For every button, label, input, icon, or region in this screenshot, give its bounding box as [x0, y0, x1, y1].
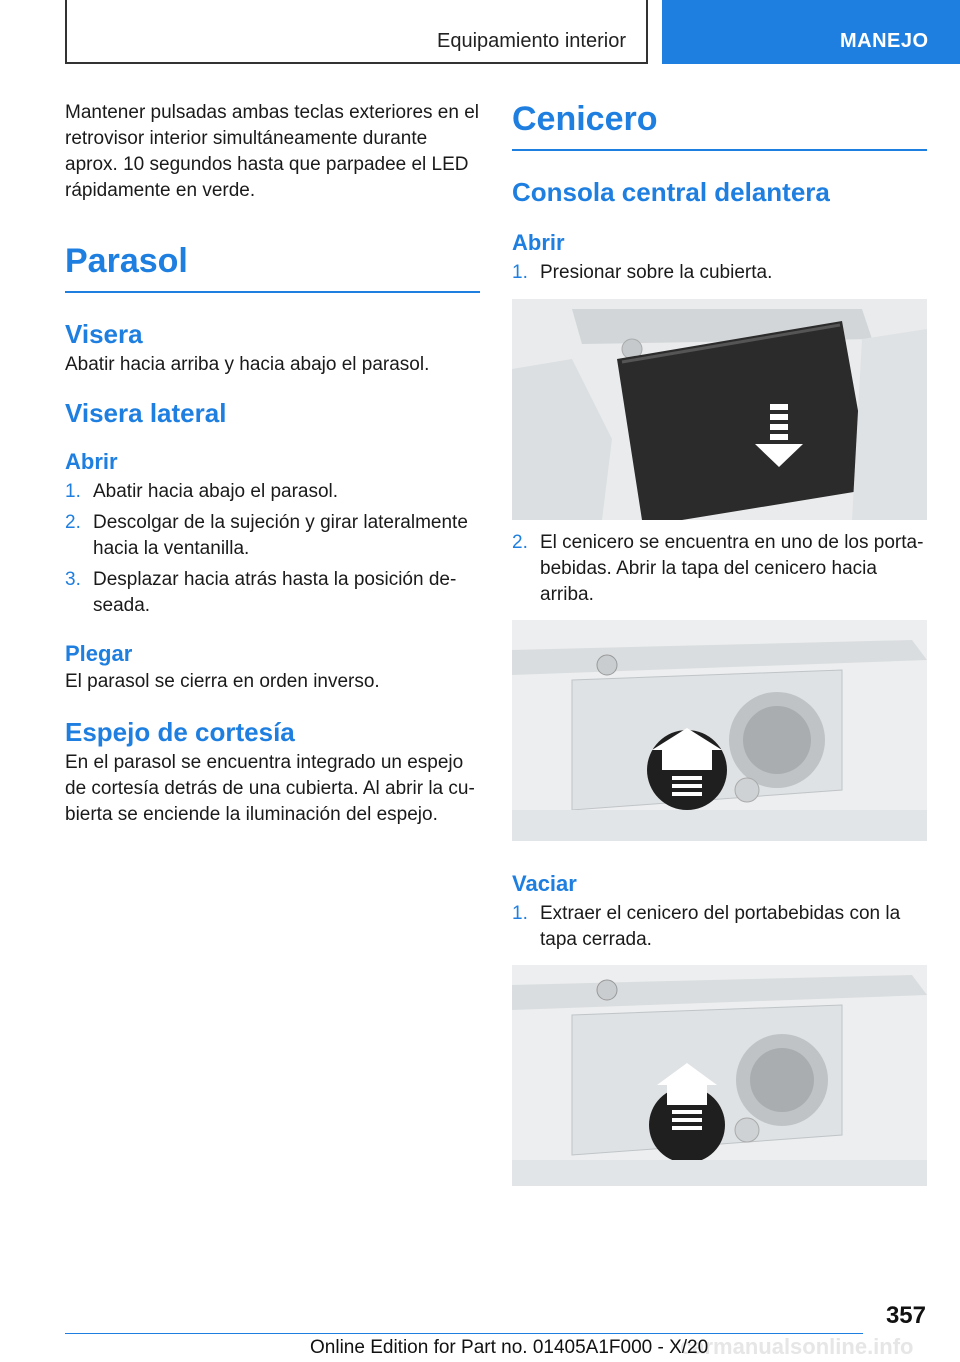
left-column — [65, 100, 480, 828]
ashtray-remove-illustration — [512, 965, 927, 1186]
list-item — [65, 510, 480, 562]
header-section-title: Equipamiento interior — [437, 30, 626, 52]
espejo-heading: Espejo de cortesía — [65, 717, 295, 747]
abrir-heading-right: Abrir — [512, 230, 565, 255]
step-number: 3. — [65, 569, 81, 590]
header-chapter-label: MANEJO — [840, 30, 929, 52]
visera-text: Abatir hacia arriba y hacia abajo el parasol. — [65, 354, 430, 375]
list-item — [512, 901, 927, 953]
step-text: Abatir hacia abajo el parasol. — [93, 481, 339, 502]
step-text: El cenicero se encuentra en uno de los porta-bebidas. Abrir la tapa del cenicero hacia arriba. — [540, 532, 924, 605]
abrir-heading-left: Abrir — [65, 449, 118, 474]
step-number: 1. — [65, 481, 81, 502]
right-column — [512, 100, 927, 1186]
page-number: 357 — [885, 1302, 926, 1329]
vaciar-heading: Vaciar — [512, 871, 577, 896]
intro-paragraph: Mantener pulsadas ambas teclas exteriores en el retrovisor interior simultáneamente durante aprox. 10 segundos hasta que parpadee el LED rápidamente en verde. — [65, 102, 480, 201]
list-item — [512, 530, 927, 608]
list-item — [512, 260, 927, 286]
abrir-step1-list — [512, 260, 927, 286]
step-number: 1. — [512, 903, 528, 924]
header-section-box — [65, 0, 648, 64]
step-text: Desplazar hacia atrás hasta la posición de-seada. — [93, 569, 457, 616]
step-text: Presionar sobre la cubierta. — [540, 262, 773, 283]
plegar-heading: Plegar — [65, 641, 133, 666]
watermark: carmanualsonline.info — [680, 1334, 914, 1359]
parasol-heading: Parasol — [65, 242, 480, 293]
ashtray-open-illustration — [512, 620, 927, 841]
list-item — [65, 567, 480, 619]
step-number: 1. — [512, 262, 528, 283]
consola-heading: Consola central delantera — [512, 177, 830, 207]
step-number: 2. — [65, 512, 81, 533]
visera-lateral-heading: Visera lateral — [65, 398, 227, 428]
console-cover-illustration — [512, 299, 927, 520]
espejo-text: En el parasol se encuentra integrado un espejo de cortesía detrás de una cubierta. Al abrir la cu-bierta se enciende la iluminación del espejo. — [65, 752, 475, 825]
abrir-steps-list — [65, 479, 480, 619]
vaciar-steps-list — [512, 901, 927, 953]
list-item — [65, 479, 480, 505]
step-text: Descolgar de la sujeción y girar lateralmente hacia la ventanilla. — [93, 512, 468, 559]
visera-heading: Visera — [65, 319, 143, 349]
footer-edition: Online Edition for Part no. 01405A1F000 - X/20 — [310, 1337, 709, 1358]
step-number: 2. — [512, 532, 528, 553]
abrir-step2-list — [512, 530, 927, 608]
cenicero-heading: Cenicero — [512, 100, 927, 151]
plegar-text: El parasol se cierra en orden inverso. — [65, 671, 380, 692]
step-text: Extraer el cenicero del portabebidas con la tapa cerrada. — [540, 903, 901, 950]
header-chapter-tab — [662, 0, 960, 64]
